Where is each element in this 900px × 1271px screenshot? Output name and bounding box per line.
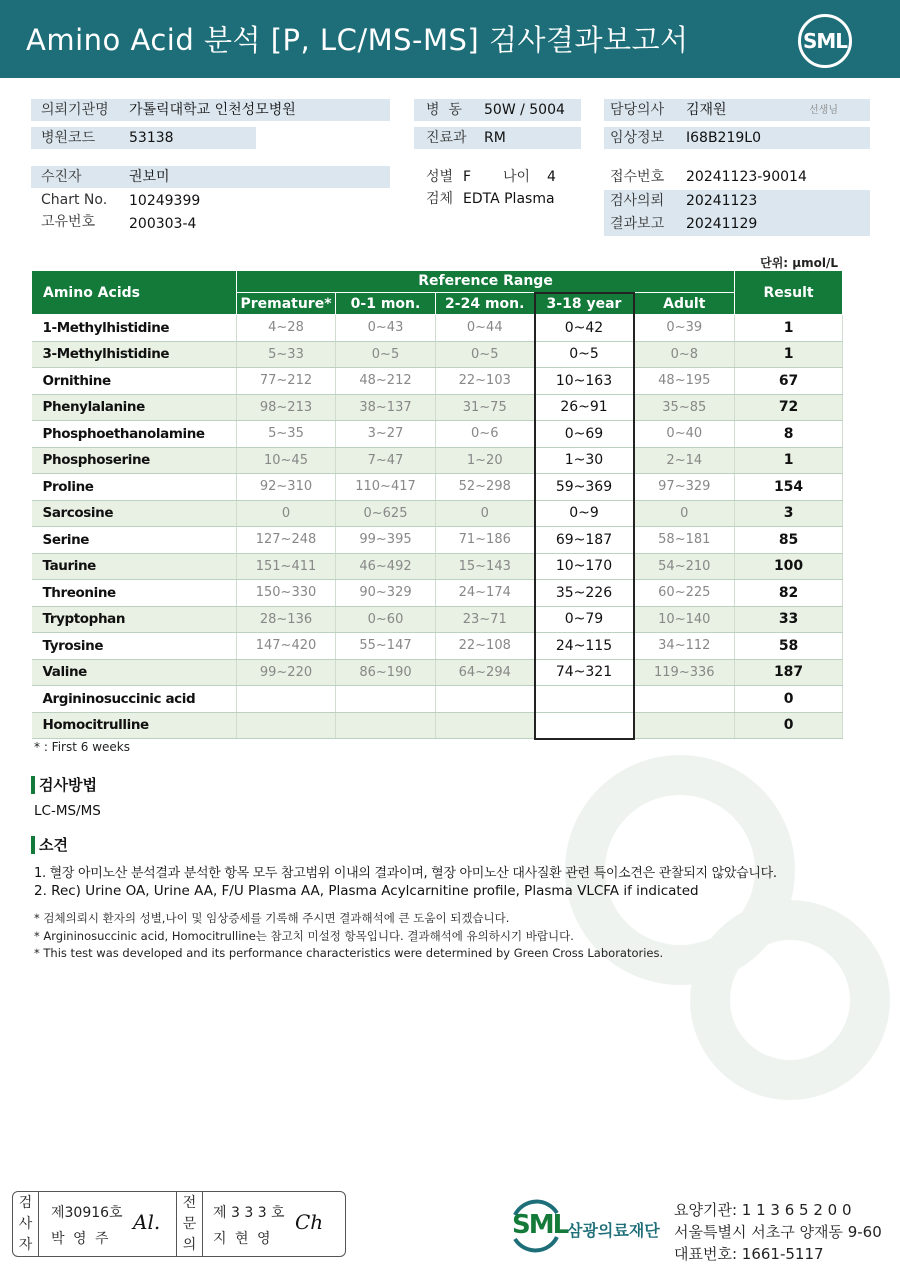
reference-range-cell: 26~91 (535, 394, 634, 421)
table-row (32, 500, 843, 527)
age-label: 나이 (503, 169, 531, 185)
findings-line: 2. Rec) Urine OA, Urine AA, F/U Plasma AA, Plasma Acylcarnitine profile, Plasma VLCFA if indicated (34, 883, 699, 899)
specialist-label-char: 문 (182, 1216, 197, 1232)
result-cell: 3 (735, 500, 843, 527)
reference-range-cell: 60~225 (634, 580, 735, 607)
reference-range-cell: 69~187 (535, 527, 634, 554)
amino-acid-name: Homocitrulline (32, 712, 237, 739)
table-row (32, 447, 843, 474)
info-bar (31, 166, 390, 188)
table-row (32, 580, 843, 607)
specimen-label: 검체 (426, 191, 454, 207)
amino-acids-header: Amino Acids (32, 271, 237, 315)
result-cell: 72 (735, 394, 843, 421)
note-line: * Argininosuccinic acid, Homocitrulline는 참고치 미설정 항목입니다. 결과해석에 유의하시기 바랍니다. (34, 929, 574, 943)
specialist-signature-icon: Ch (295, 1210, 324, 1234)
reference-range-cell: 0~39 (634, 315, 735, 342)
specialist-label-char: 전 (182, 1195, 197, 1211)
reference-range-cell: 35~85 (634, 394, 735, 421)
reference-range-cell: 0~625 (336, 500, 436, 527)
signature-box (12, 1191, 346, 1257)
reference-range-cell: 92~310 (237, 474, 336, 501)
reference-range-cell (436, 686, 535, 713)
result-cell: 1 (735, 315, 843, 342)
receipt-label: 접수번호 (610, 169, 665, 185)
report-title: Amino Acid 분석 [P, LC/MS-MS] 검사결과보고서 (26, 23, 689, 57)
method-title: 검사방법 (31, 776, 97, 794)
reference-range-cell: 24~174 (436, 580, 535, 607)
amino-acid-name: Threonine (32, 580, 237, 607)
result-cell: 58 (735, 633, 843, 660)
reference-range-cell: 52~298 (436, 474, 535, 501)
amino-acid-name: Phenylalanine (32, 394, 237, 421)
table-row (32, 659, 843, 686)
reference-range-cell (634, 686, 735, 713)
table-row (32, 421, 843, 448)
reference-range-cell (237, 712, 336, 739)
reference-range-cell: 1~20 (436, 447, 535, 474)
tester-label-char: 검 (18, 1195, 33, 1211)
reference-range-cell: 99~395 (336, 527, 436, 554)
table-row (32, 394, 843, 421)
tester-label-char: 자 (18, 1237, 33, 1253)
reference-range-cell (336, 712, 436, 739)
chart-value: 10249399 (129, 193, 201, 209)
footer-phone: 대표번호: 1661-5117 (674, 1245, 824, 1263)
table-row (32, 606, 843, 633)
report-date-value: 20241129 (686, 216, 758, 232)
tester-signature-icon: Al. (133, 1210, 161, 1234)
uid-label: 고유번호 (41, 214, 96, 230)
amino-acid-name: Argininosuccinic acid (32, 686, 237, 713)
reference-range-cell: 119~336 (634, 659, 735, 686)
reference-range-cell: 0~9 (535, 500, 634, 527)
reference-range-cell: 90~329 (336, 580, 436, 607)
note-line: * 검체의뢰시 환자의 성별,나이 및 임상증세를 기록해 주시면 결과해석에 큰 도움이 되겠습니다. (34, 911, 510, 925)
reference-range-cell: 5~35 (237, 421, 336, 448)
reference-range-cell: 71~186 (436, 527, 535, 554)
reference-range-cell: 150~330 (237, 580, 336, 607)
sex-label: 성별 (426, 169, 454, 185)
amino-acid-name: Phosphoethanolamine (32, 421, 237, 448)
reference-range-cell: 5~33 (237, 341, 336, 368)
result-header: Result (735, 271, 843, 315)
request-label: 검사의뢰 (610, 193, 665, 209)
chart-label: Chart No. (41, 192, 108, 208)
result-cell: 1 (735, 447, 843, 474)
reference-range-cell: 147~420 (237, 633, 336, 660)
reference-range-cell: 0~8 (634, 341, 735, 368)
reference-range-cell: 59~369 (535, 474, 634, 501)
watermark-icon (560, 750, 890, 1130)
reference-range-cell: 0~43 (336, 315, 436, 342)
dept-value: RM (484, 130, 506, 146)
request-value: 20241123 (686, 193, 758, 209)
result-cell: 1 (735, 341, 843, 368)
report-date-label: 결과보고 (610, 216, 665, 232)
reference-range-cell: 10~170 (535, 553, 634, 580)
premature-header: Premature* (237, 293, 336, 315)
specimen-value: EDTA Plasma (463, 191, 555, 207)
reference-range-cell: 0 (634, 500, 735, 527)
reference-range-cell: 74~321 (535, 659, 634, 686)
specialist-label-char: 의 (182, 1237, 197, 1253)
doctor-suffix: 선생님 (809, 105, 838, 116)
reference-range-cell: 97~329 (634, 474, 735, 501)
reference-range-cell: 28~136 (237, 606, 336, 633)
amino-acid-name: Tryptophan (32, 606, 237, 633)
amino-acid-name: 1-Methylhistidine (32, 315, 237, 342)
result-cell: 67 (735, 368, 843, 395)
reference-range-cell: 86~190 (336, 659, 436, 686)
reference-range-cell: 31~75 (436, 394, 535, 421)
reference-range-cell: 0~5 (535, 341, 634, 368)
reference-range-cell: 0~79 (535, 606, 634, 633)
sml-logo-icon (798, 14, 852, 68)
table-footnote: * : First 6 weeks (34, 740, 130, 754)
table-row (32, 474, 843, 501)
ward-label: 병 동 (426, 102, 462, 118)
adult-header: Adult (634, 293, 735, 315)
tester-license: 제30916호 (51, 1205, 123, 1221)
amino-acid-name: Phosphoserine (32, 447, 237, 474)
amino-acid-name: Sarcosine (32, 500, 237, 527)
table-row (32, 686, 843, 713)
table-row (32, 633, 843, 660)
reference-range-cell: 22~103 (436, 368, 535, 395)
note-line: * This test was developed and its performance characteristics were determined by Green Cross Laboratories. (34, 946, 664, 960)
reference-range-cell: 110~417 (336, 474, 436, 501)
result-cell: 100 (735, 553, 843, 580)
reference-range-header: Reference Range (237, 271, 735, 293)
footer-address: 서울특별시 서초구 양재동 9-60 (674, 1223, 882, 1241)
reference-range-cell: 3~27 (336, 421, 436, 448)
patient-value: 권보미 (129, 169, 170, 185)
specialist-label (176, 1192, 203, 1256)
doctor-value: 김재원 (686, 102, 727, 118)
code-value: 53138 (129, 130, 174, 146)
reference-range-cell: 0~60 (336, 606, 436, 633)
reference-range-cell: 0~69 (535, 421, 634, 448)
reference-range-cell: 24~115 (535, 633, 634, 660)
receipt-value: 20241123-90014 (686, 169, 807, 185)
reference-range-cell: 1~30 (535, 447, 634, 474)
reference-range-cell: 58~181 (634, 527, 735, 554)
reference-range-cell: 7~47 (336, 447, 436, 474)
reference-range-cell: 46~492 (336, 553, 436, 580)
code-label: 병원코드 (41, 130, 96, 146)
header-logo-text: SML (802, 29, 848, 53)
reference-range-cell: 10~163 (535, 368, 634, 395)
infant-header: 2-24 mon. (436, 293, 535, 315)
tester-label-char: 사 (18, 1216, 33, 1232)
reference-range-cell: 0~5 (336, 341, 436, 368)
table-row (32, 553, 843, 580)
reference-range-cell: 15~143 (436, 553, 535, 580)
reference-range-cell (237, 686, 336, 713)
child-header: 3-18 year (535, 293, 634, 315)
footer-org-name: 삼광의료재단 (567, 1221, 660, 1240)
result-cell: 0 (735, 686, 843, 713)
amino-acid-name: Ornithine (32, 368, 237, 395)
amino-acid-name: Serine (32, 527, 237, 554)
report-header (0, 0, 900, 78)
findings-line: 1. 혈장 아미노산 분석결과 분석한 항목 모두 참고범위 이내의 결과이며, 혈장 아미노산 대사질환 관련 특이소견은 관찰되지 않았습니다. (34, 866, 777, 881)
reference-range-cell: 77~212 (237, 368, 336, 395)
reference-range-cell: 64~294 (436, 659, 535, 686)
amino-acid-table (31, 270, 843, 740)
reference-range-cell: 98~213 (237, 394, 336, 421)
findings-title: 소견 (31, 836, 68, 854)
reference-range-cell: 0~40 (634, 421, 735, 448)
reference-range-cell: 2~14 (634, 447, 735, 474)
table-row (32, 368, 843, 395)
method-body: LC-MS/MS (34, 803, 101, 819)
amino-acid-name: Tyrosine (32, 633, 237, 660)
uid-value: 200303-4 (129, 216, 197, 232)
reference-range-cell: 0~44 (436, 315, 535, 342)
tester-name: 박 영 주 (51, 1231, 111, 1247)
reference-range-cell: 0~6 (436, 421, 535, 448)
hospital-value: 가톨릭대학교 인천성모병원 (129, 102, 296, 118)
reference-range-cell: 127~248 (237, 527, 336, 554)
reference-range-cell: 4~28 (237, 315, 336, 342)
result-cell: 187 (735, 659, 843, 686)
amino-acid-name: Taurine (32, 553, 237, 580)
reference-range-cell (535, 712, 634, 739)
table-row (32, 315, 843, 342)
reference-range-cell (634, 712, 735, 739)
reference-range-cell: 0 (436, 500, 535, 527)
table-row (32, 341, 843, 368)
age-value: 4 (547, 169, 556, 185)
clinical-value: I68B219L0 (686, 130, 761, 146)
specialist-license: 제 3 3 3 호 (213, 1205, 285, 1221)
doctor-label: 담당의사 (610, 102, 665, 118)
reference-range-cell: 0 (237, 500, 336, 527)
tester-label (13, 1192, 39, 1256)
reference-range-cell: 38~137 (336, 394, 436, 421)
amino-acid-name: Valine (32, 659, 237, 686)
clinical-label: 임상정보 (610, 130, 665, 146)
amino-acid-name: Proline (32, 474, 237, 501)
reference-range-cell: 10~45 (237, 447, 336, 474)
reference-range-cell: 99~220 (237, 659, 336, 686)
reference-range-cell: 48~195 (634, 368, 735, 395)
unit-label: 단위: μmol/L (760, 256, 838, 270)
result-cell: 0 (735, 712, 843, 739)
reference-range-cell: 0~5 (436, 341, 535, 368)
reference-range-cell: 151~411 (237, 553, 336, 580)
reference-range-cell: 23~71 (436, 606, 535, 633)
dept-label: 진료과 (426, 130, 467, 146)
reference-range-cell (336, 686, 436, 713)
specialist-name: 지 현 영 (213, 1231, 273, 1247)
reference-range-cell: 55~147 (336, 633, 436, 660)
footer-logo-text: SML (512, 1210, 568, 1240)
result-cell: 33 (735, 606, 843, 633)
reference-range-cell: 22~108 (436, 633, 535, 660)
reference-range-cell: 0~42 (535, 315, 634, 342)
result-cell: 82 (735, 580, 843, 607)
sex-value: F (463, 169, 472, 185)
reference-range-cell (436, 712, 535, 739)
table-row (32, 712, 843, 739)
reference-range-cell: 35~226 (535, 580, 634, 607)
reference-range-cell: 10~140 (634, 606, 735, 633)
reference-range-cell: 54~210 (634, 553, 735, 580)
patient-label: 수진자 (41, 169, 82, 185)
result-cell: 154 (735, 474, 843, 501)
ward-value: 50W / 5004 (484, 102, 565, 118)
footer-code: 요양기관: 1 1 3 6 5 2 0 0 (674, 1201, 852, 1219)
reference-range-cell: 48~212 (336, 368, 436, 395)
table-row (32, 527, 843, 554)
reference-range-cell: 34~112 (634, 633, 735, 660)
reference-range-cell (535, 686, 634, 713)
result-cell: 85 (735, 527, 843, 554)
result-cell: 8 (735, 421, 843, 448)
amino-acid-name: 3-Methylhistidine (32, 341, 237, 368)
neonate-header: 0-1 mon. (336, 293, 436, 315)
hospital-label: 의뢰기관명 (41, 102, 109, 118)
